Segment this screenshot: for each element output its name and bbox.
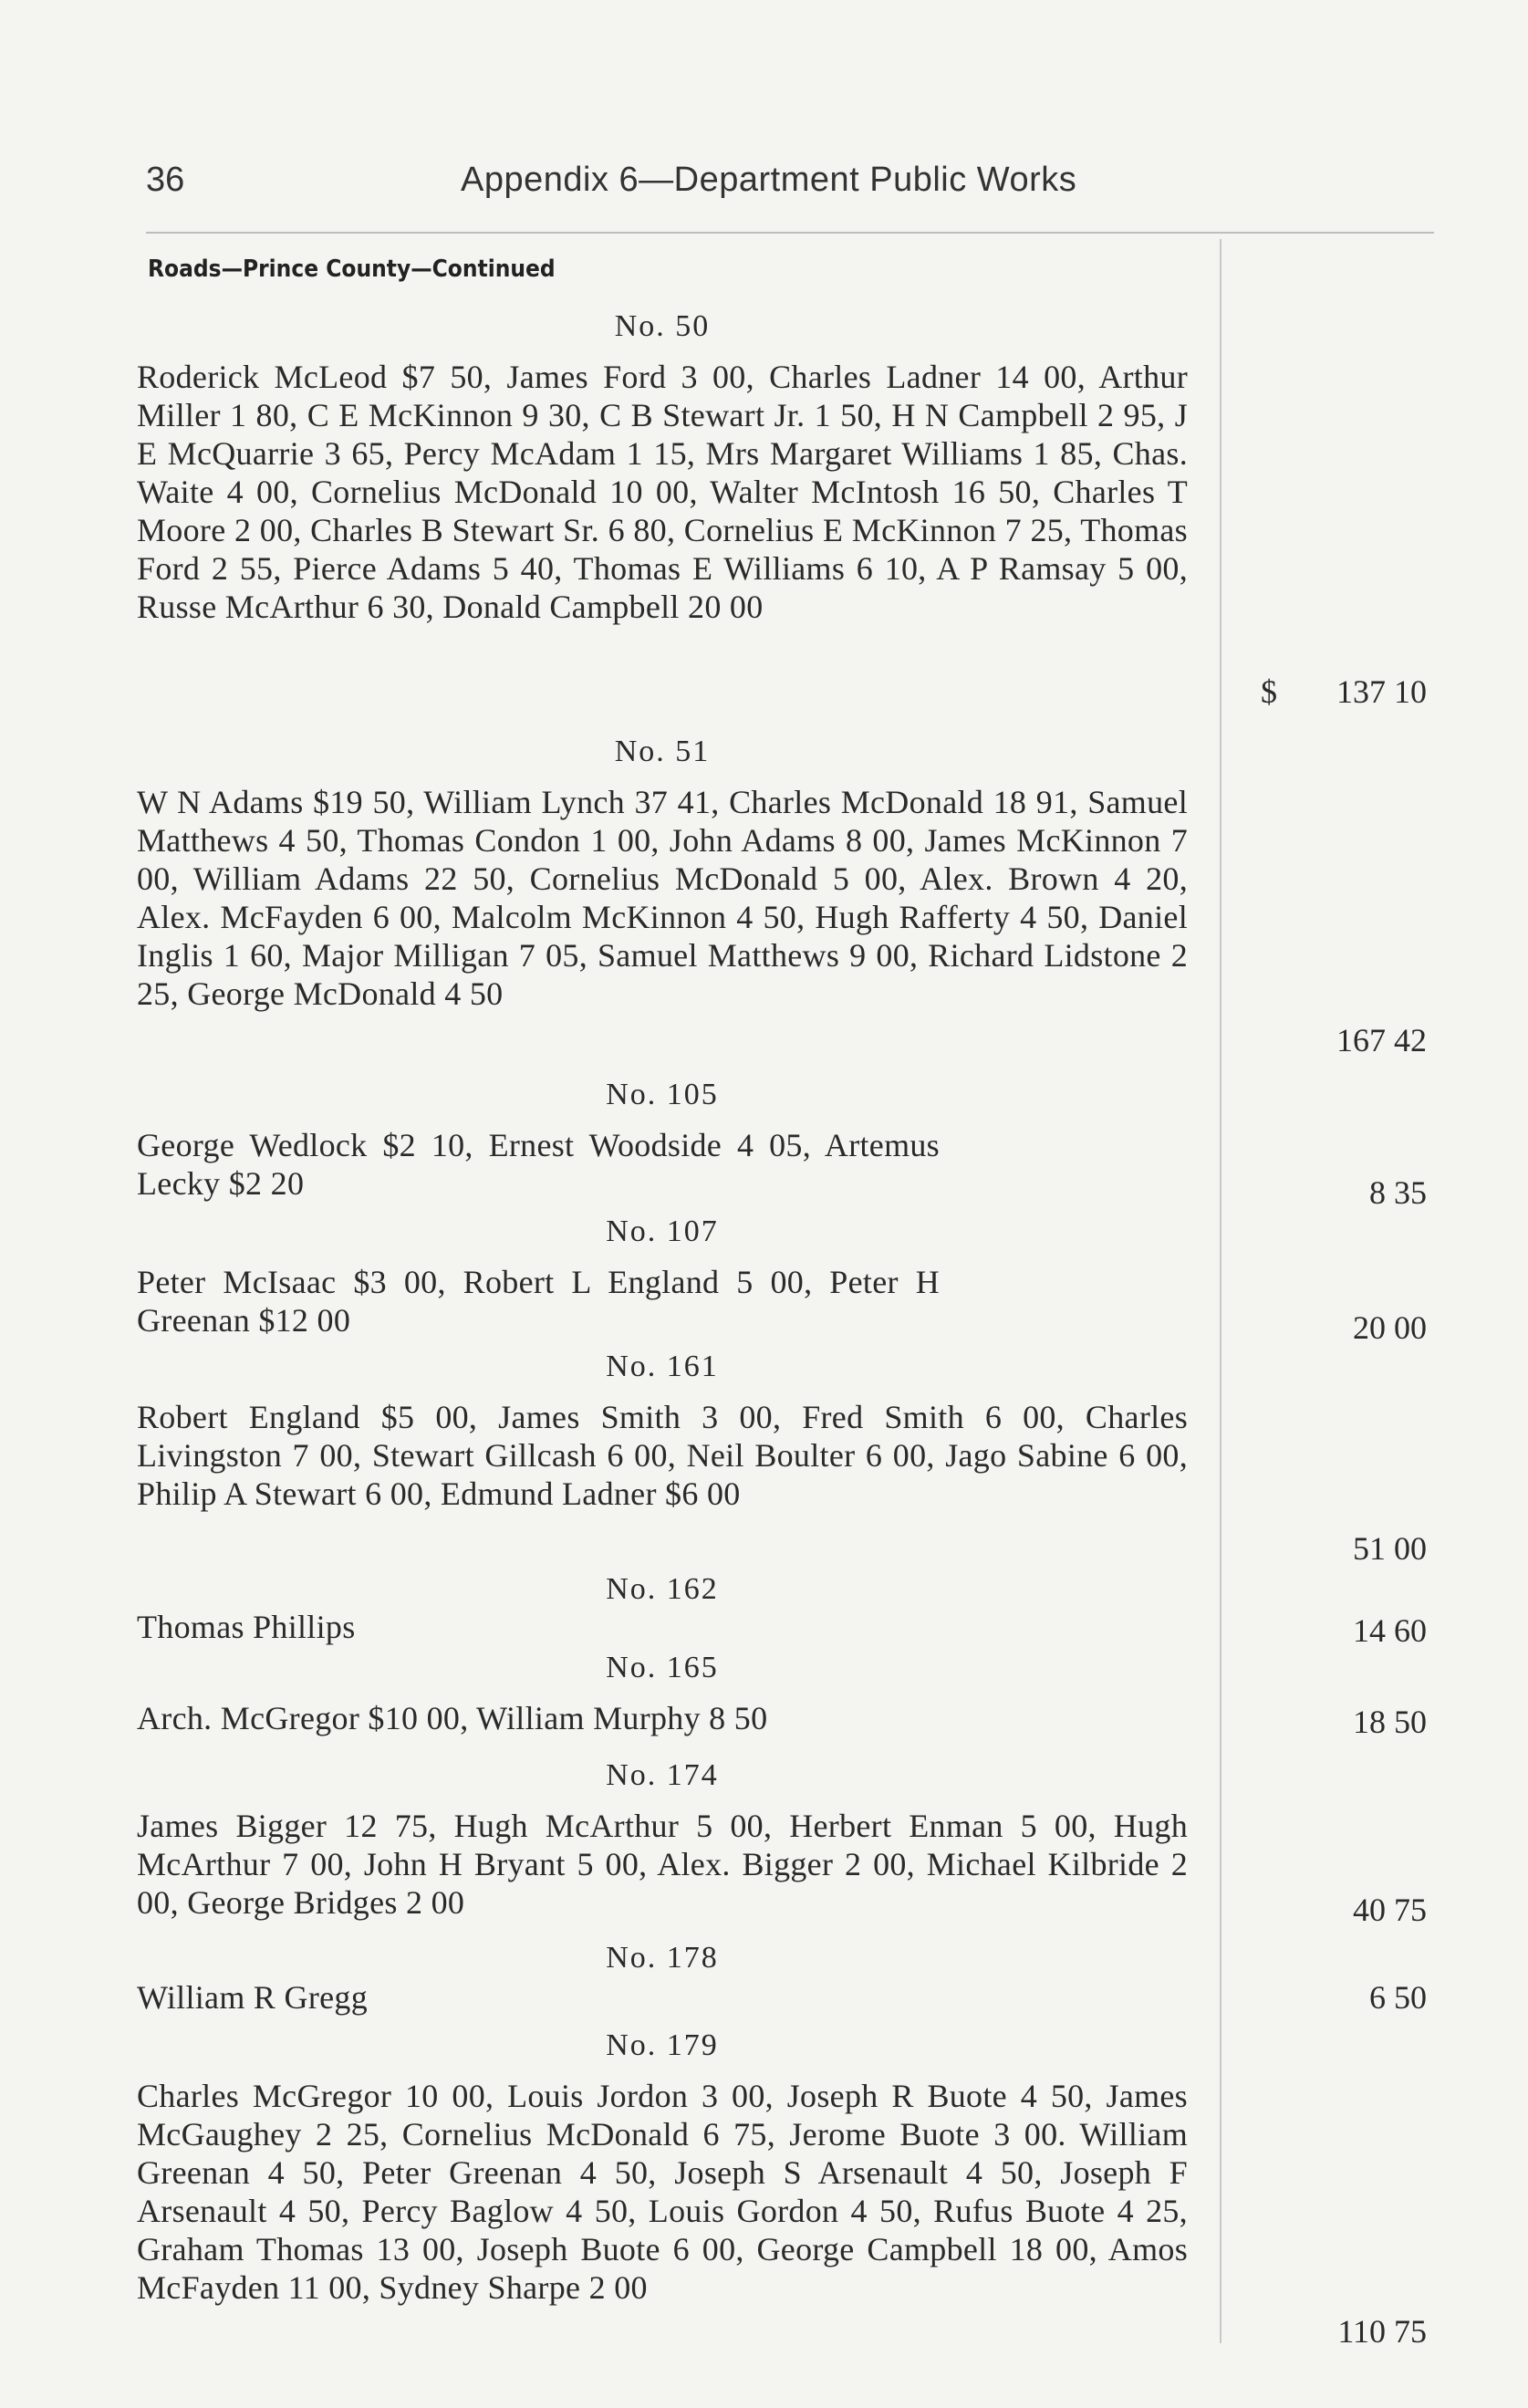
amount-value: 167 42	[1336, 1022, 1427, 1058]
amount-value: 110 75	[1337, 2313, 1427, 2350]
entry-number: No. 174	[606, 1758, 719, 1792]
amount-value: 20 00	[1353, 1309, 1427, 1346]
entry-text: Robert England $5 00, James Smith 3 00, Fred Smith 6 00, Charles Livingston 7 00, Stewart Gillcash 6 00, Neil Boulter 6 00, Jago Sabine 6 00, Philip A Stewart 6 00, Edmund Ladner $6 00	[137, 1399, 1188, 1512]
entry-text: Peter McIsaac $3 00, Robert L England 5 00, Peter H Greenan $12 00	[137, 1264, 940, 1339]
amount-value: 6 50	[1369, 1979, 1427, 2016]
entry-text: William R Gregg	[137, 1979, 369, 2016]
entry-number: No. 178	[606, 1941, 719, 1975]
road-entry	[137, 1757, 1188, 1922]
entry-number: No. 107	[606, 1214, 719, 1248]
running-title: Appendix 6—Department Public Works	[461, 161, 1077, 199]
amount-value: 14 60	[1353, 1612, 1427, 1649]
entry-number: No. 51	[614, 735, 711, 768]
road-entry	[137, 1940, 1188, 2017]
amount-value: 8 35	[1369, 1174, 1427, 1211]
road-entry	[137, 1349, 1188, 1513]
road-entry	[137, 1650, 1188, 1737]
entry-number: No. 165	[606, 1651, 719, 1684]
road-entry	[137, 1571, 1188, 1646]
entry-text: George Wedlock $2 10, Ernest Woodside 4 05, Artemus Lecky $2 20	[137, 1127, 940, 1202]
entry-number: No. 50	[614, 309, 711, 343]
entry-number: No. 162	[606, 1572, 719, 1606]
road-entry	[137, 1214, 1188, 1340]
header-rule	[146, 232, 1434, 234]
entry-number: No. 105	[606, 1078, 719, 1111]
amount-value: 51 00	[1353, 1530, 1427, 1567]
road-entry	[137, 308, 1188, 626]
amount-value: 137 10	[1336, 673, 1427, 710]
entry-number: No. 161	[606, 1350, 719, 1383]
entry-text: James Bigger 12 75, Hugh McArthur 5 00, Herbert Enman 5 00, Hugh McArthur 7 00, John H Bryant 5 00, Alex. Bigger 2 00, Michael Kilbride 2 00, George Bridges 2 00	[137, 1808, 1188, 1921]
amount-column-rule	[1220, 239, 1221, 2343]
currency-symbol: $	[1261, 673, 1277, 710]
entry-text: Charles McGregor 10 00, Louis Jordon 3 00, Joseph R Buote 4 50, James McGaughey 2 25, Cornelius McDonald 6 75, Jerome Buote 3 00. William Greenan 4 50, Peter Greenan 4 50, Joseph S Arsenault 4 50, Joseph F Arsenault 4 50, Percy Baglow 4 50, Louis Gordon 4 50, Rufus Buote 4 25, Graham Thomas 13 00, Joseph Buote 6 00, George Campbell 18 00, Amos McFayden 11 00, Sydney Sharpe 2 00	[137, 2078, 1188, 2306]
road-entry	[137, 734, 1188, 1013]
amount-value: 18 50	[1353, 1704, 1427, 1740]
entry-text: Roderick McLeod $7 50, James Ford 3 00, Charles Ladner 14 00, Arthur Miller 1 80, C E McKinnon 9 30, C B Stewart Jr. 1 50, H N Campbell 2 95, J E McQuarrie 3 65, Percy McAdam 1 15, Mrs Margaret Williams 1 85, Chas. Waite 4 00, Cornelius McDonald 10 00, Walter McIntosh 16 50, Charles T Moore 2 00, Charles B Stewart Sr. 6 80, Cornelius E McKinnon 7 25, Thomas Ford 2 55, Pierce Adams 5 40, Thomas E Williams 6 10, A P Ramsay 5 00, Russe McArthur 6 30, Donald Campbell 20 00	[137, 359, 1188, 625]
road-entry	[137, 1077, 1188, 1203]
entry-text: Arch. McGregor $10 00, William Murphy 8 50	[137, 1700, 768, 1736]
entry-text: W N Adams $19 50, William Lynch 37 41, Charles McDonald 18 91, Samuel Matthews 4 50, Thomas Condon 1 00, John Adams 8 00, James McKinnon 7 00, William Adams 22 50, Cornelius McDonald 5 00, Alex. Brown 4 20, Alex. McFayden 6 00, Malcolm McKinnon 4 50, Hugh Rafferty 4 50, Daniel Inglis 1 60, Major Milligan 7 05, Samuel Matthews 9 00, Richard Lidstone 2 25, George McDonald 4 50	[137, 784, 1188, 1012]
entry-text: Thomas Phillips	[137, 1609, 356, 1645]
road-entry	[137, 2028, 1188, 2307]
section-heading: Roads—Prince County—Continued	[148, 255, 556, 283]
page-number: 36	[146, 161, 185, 199]
entry-number: No. 179	[606, 2028, 719, 2062]
page-header	[146, 161, 1441, 206]
amount-value: 40 75	[1353, 1892, 1427, 1928]
